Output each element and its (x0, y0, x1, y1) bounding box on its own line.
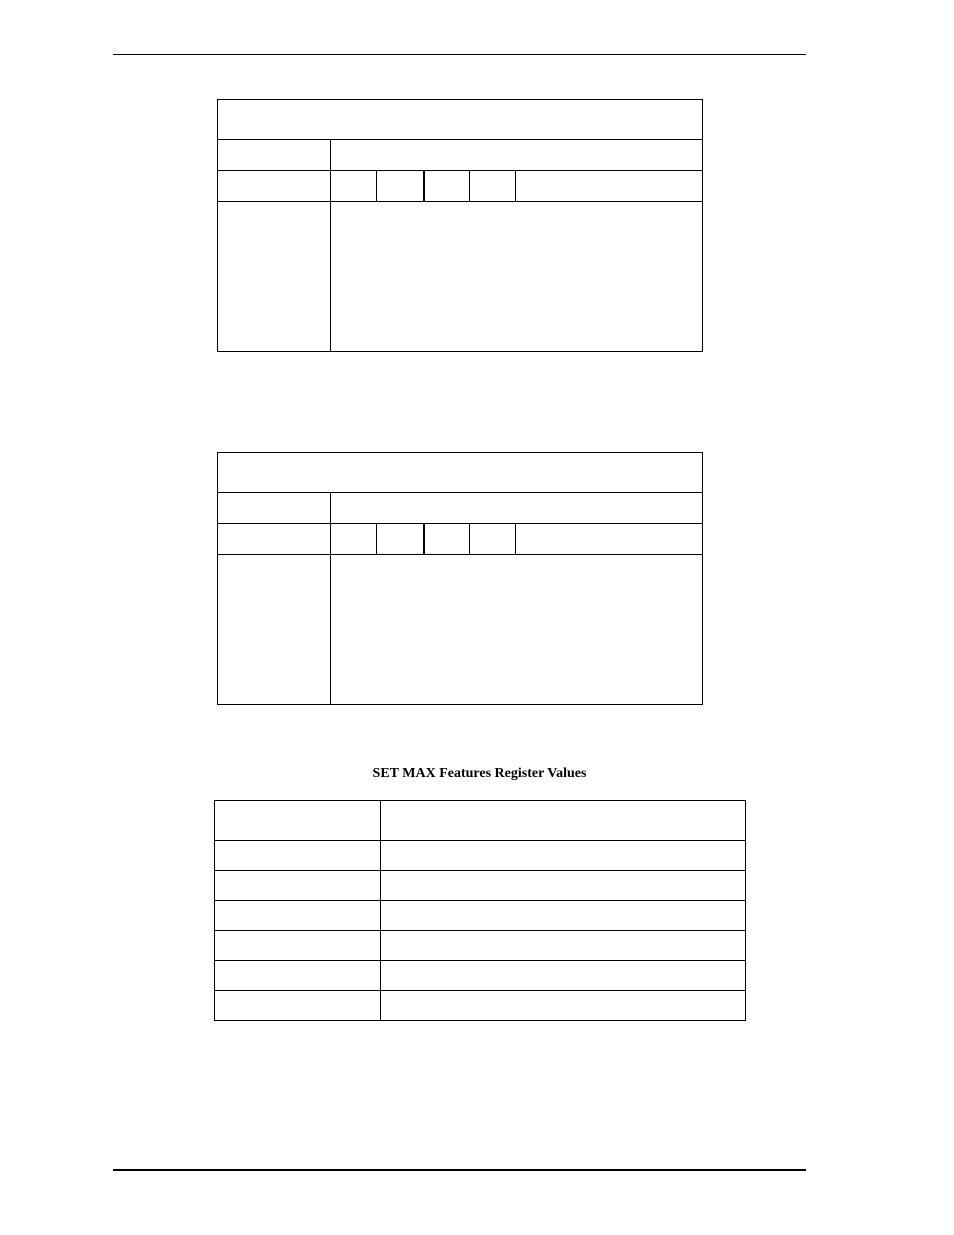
table-row (215, 991, 746, 1021)
register-table-description-row (218, 555, 703, 705)
register-table-2 (217, 452, 703, 705)
register-table-title-row (218, 100, 703, 140)
footer-rule (113, 1169, 806, 1171)
features-values-table (214, 800, 746, 1021)
table-row (215, 961, 746, 991)
register-table-description-row (218, 202, 703, 352)
register-table-bits-row (218, 171, 703, 202)
table-row (215, 871, 746, 901)
table-row (215, 901, 746, 931)
header-rule (113, 54, 806, 55)
register-table-row (218, 140, 703, 171)
register-table-row (218, 493, 703, 524)
register-table-title-row (218, 453, 703, 493)
table-row (215, 931, 746, 961)
table-row (215, 841, 746, 871)
register-table-1 (217, 99, 703, 352)
register-table-bits-row (218, 524, 703, 555)
table-caption: SET MAX Features Register Values (372, 766, 587, 781)
table-header-row (215, 801, 746, 841)
